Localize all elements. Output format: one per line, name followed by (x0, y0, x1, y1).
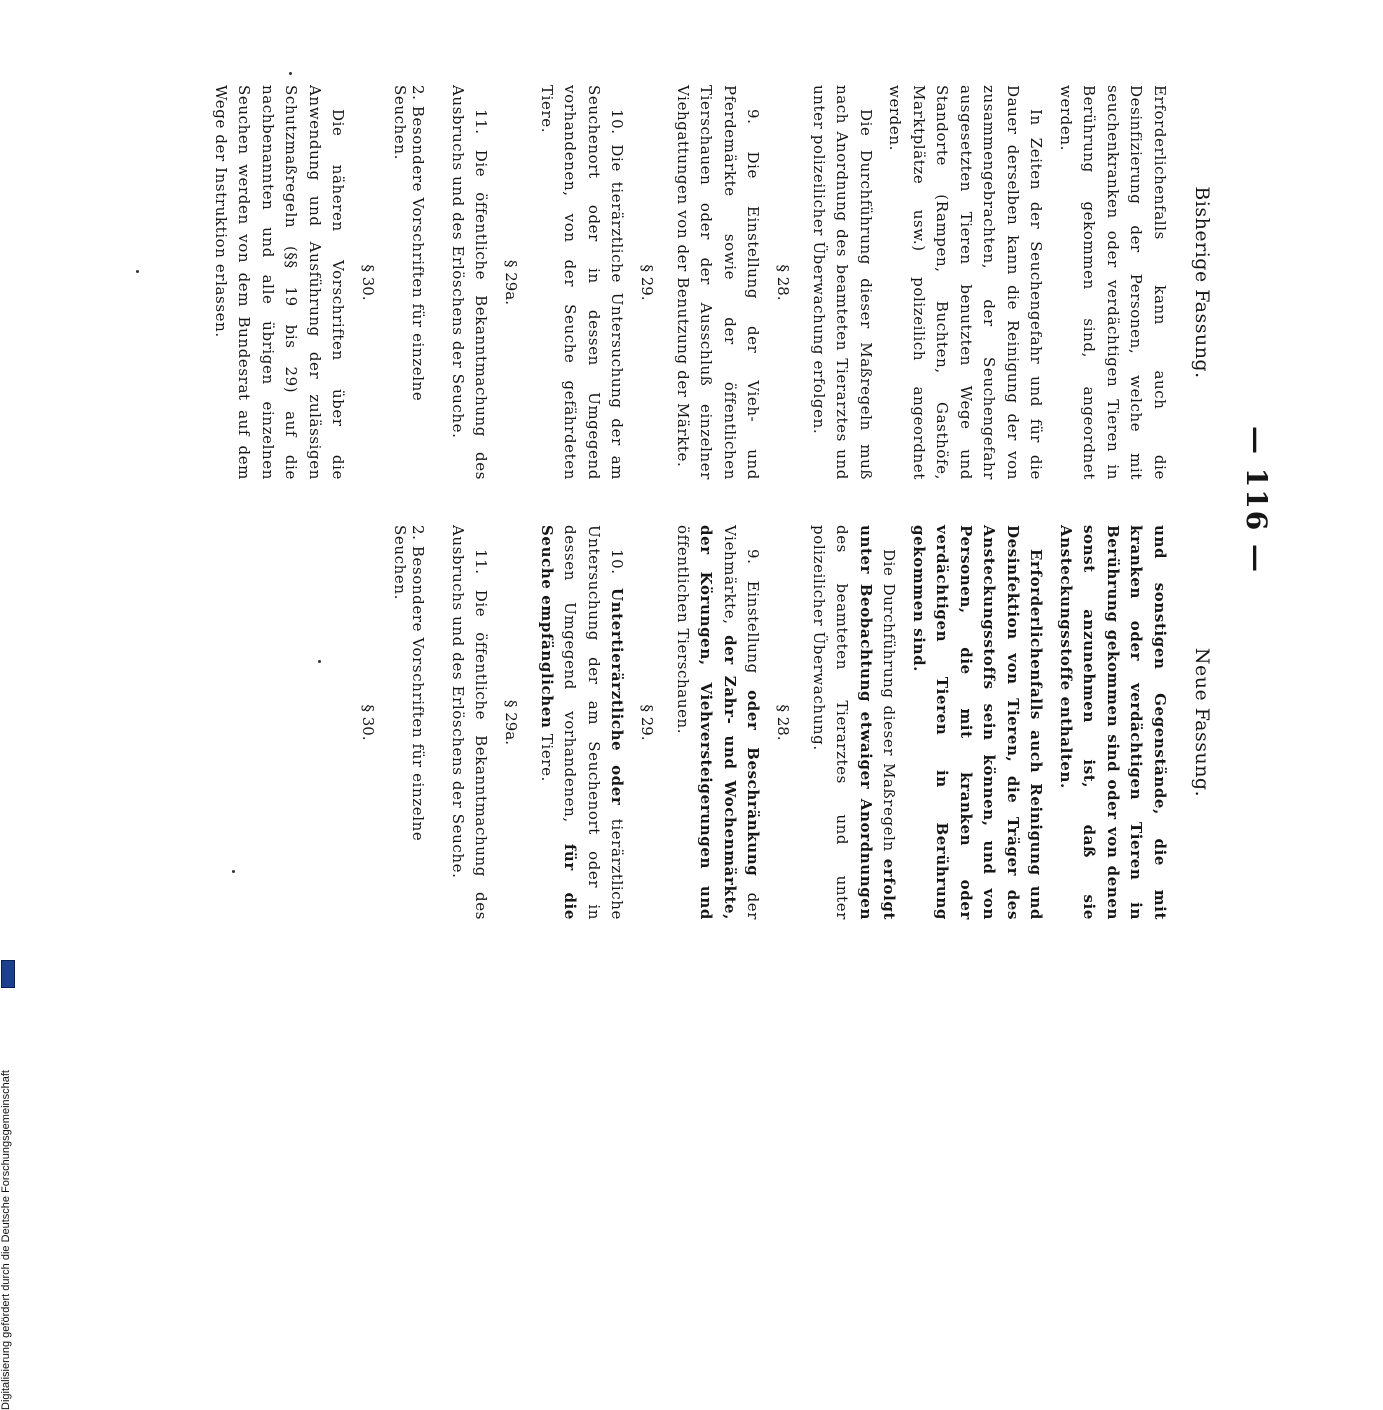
left-paragraph: 11. Die öffentliche Bekanntmachung des Ausbruchs und des Erlöschens der Seuche. (449, 85, 491, 480)
section-number: § 29. (638, 264, 657, 301)
right-paragraph (671, 525, 765, 920)
plain-text: tierärztliche Untersuchung der am Seuchenort oder in dessen Umgegend vorhandenen, (561, 525, 627, 921)
subsection-header: 2. Besondere Vorschriften für einzelne Seuchen. (391, 525, 428, 842)
plain-text: 9. Einstellung (744, 549, 763, 674)
right-paragraph (1054, 525, 1172, 920)
section-number: § 29. (638, 704, 657, 741)
left-column-old-version (203, 85, 1214, 480)
right-paragraph (907, 525, 1048, 920)
scan-speck (318, 660, 321, 663)
section-number: § 29a. (502, 259, 521, 306)
digitization-credit: Digitalisierung gefördert durch die Deutsche Forschungsgemeinschaft (0, 1070, 12, 1410)
dfg-logo (1, 960, 15, 988)
plain-text: des beamteten Tierarztes und unter polizeilicher Überwachung. (810, 525, 852, 920)
section-number: § 30. (359, 264, 378, 301)
section-number: § 28. (774, 264, 793, 301)
bold-text: oder Beschränkung (744, 690, 763, 877)
section-number: § 29a. (502, 699, 521, 746)
right-column-heading: Neue Fassung. (1191, 647, 1213, 798)
bold-text: für die Seuche empfänglichen (538, 525, 580, 921)
plain-text: öffentlichen Tierschauen. (674, 525, 692, 735)
left-paragraph: 10. Die tierärztliche Untersuchung der am Seuchenort oder in dessen Umgegend vorhandenen, von der Seuche gefährdeten Tiere. (538, 85, 627, 480)
bold-text: Erforderlichenfalls auch Reinigung und Desinfektion von Tieren, die Träger des Ansteckungsstoffs sein können, und von Personen, die mit kranken oder verdächtigen Tieren in Berührung gekommen sind. (910, 525, 1046, 920)
bold-text: Untertierärztliche oder (608, 588, 627, 806)
plain-text: Die Durchführung dieser Maßregeln (880, 549, 899, 852)
left-paragraph: Die Durchführung dieser Maßregeln muß nach Anordnung des beamteten Tierarztes und unter polizeilicher Überwachung erfolgen. (810, 85, 875, 480)
scan-speck (232, 870, 235, 873)
bold-text: erfolgt unter Beobachtung etwaiger Anordnungen (857, 525, 899, 920)
left-paragraph: Die näheren Vorschriften über die Anwendung und Ausführung der zulässigen Schutzmaßregeln (§§ 19 bis 29) auf die nachbenannten und alle übrigen einzelnen Seuchen werden von dem Bundesrat auf dem Wege der Instruktion erlassen. (212, 85, 348, 480)
scan-speck (289, 72, 292, 75)
right-column-new-version (350, 525, 1214, 920)
left-column-heading: Bisherige Fassung. (1191, 186, 1213, 379)
left-paragraph: Erforderlichenfalls kann auch die Desinfizierung der Personen, welche mit seuchenkranken oder verdächtigen Tieren in Berührung gekommen sind, angeordnet werden. (1057, 85, 1169, 480)
scan-speck (136, 270, 139, 273)
bold-text: der Zahr- und Wochenmärkte, der Körungen, Viehversteigerungen und (697, 525, 739, 920)
right-paragraph (807, 525, 901, 920)
section-number: § 30. (359, 704, 378, 741)
plain-text: Tiere. (538, 733, 556, 782)
right-paragraph (535, 525, 629, 920)
bold-text: und sonstigen Gegenstände, die mit kranken oder verdächtigen Tieren in Berührung gekommen sind oder von denen sonst anzunehmen ist, daß sie Ansteckungsstoffe enthalten. (1057, 525, 1169, 920)
subsection-header: 2. Besondere Vorschriften für einzelne Seuchen. (391, 85, 428, 402)
section-number: § 28. (774, 704, 793, 741)
page-number: — 116 — (1240, 426, 1273, 574)
right-paragraph: 11. Die öffentliche Bekanntmachung des Ausbruchs und des Erlöschens der Seuche. (449, 525, 491, 920)
plain-text: der Viehmärkte, (721, 525, 763, 921)
left-paragraph: In Zeiten der Seuchengefahr und für die Dauer derselben kann die Reinigung der von zusammengebrachten, der Seuchengefahr ausgesetzten Tieren benutzten Wege und Standorte (Rampen, Buchten, Gasthöfe, Marktplätze usw.) polizeilich angeordnet werden. (886, 85, 1046, 480)
plain-text: 10. (608, 549, 627, 575)
left-paragraph: 9. Die Einstellung der Vieh- und Pferdemärkte sowie der öffentlichen Tierschauen oder der Ausschluß einzelner Viehgattungen von der Benutzung der Märkte. (674, 85, 763, 480)
